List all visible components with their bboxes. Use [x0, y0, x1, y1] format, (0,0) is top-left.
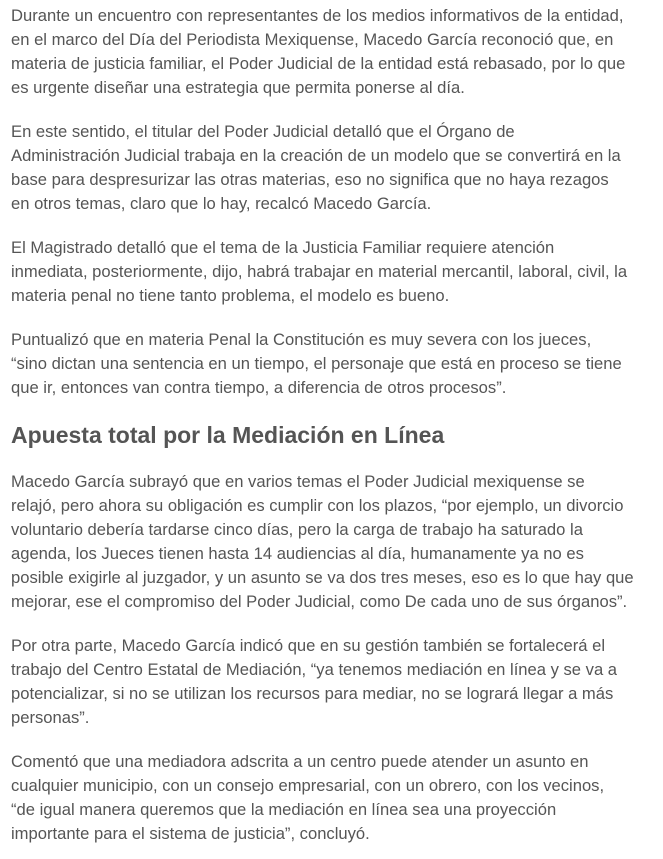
paragraph-conclusion [11, 750, 604, 846]
paragraph-encuentro-medios [11, 4, 625, 100]
text-line: inmediata, posteriormente, dijo, habrá trabajar en material mercantil, laboral, civil, la [11, 262, 628, 281]
text-line: personas”. [11, 708, 90, 727]
text-line: Macedo García subrayó que en varios temas el Poder Judicial mexiquense se [11, 472, 585, 491]
text-line: Puntualizó que en materia Penal la Constitución es muy severa con los jueces, [11, 330, 592, 349]
text-line: es urgente diseñar una estrategia que permita ponerse al día. [11, 78, 465, 97]
text-line: voluntario debería tardarse cinco días, pero la carga de trabajo ha saturado la [11, 520, 583, 539]
text-line: “de igual manera queremos que la mediación en línea sea una proyección [11, 800, 557, 819]
paragraph-materia-penal [11, 328, 622, 400]
text-line: En este sentido, el titular del Poder Judicial detalló que el Órgano de [11, 122, 515, 141]
text-line: trabajo del Centro Estatal de Mediación, “ya tenemos mediación en línea y se va a [11, 660, 618, 679]
text-line: potencializar, si no se utilizan los recursos para mediar, no se logrará llegar a más [11, 684, 614, 703]
text-line: Durante un encuentro con representantes de los medios informativos de la entidad, [11, 6, 624, 25]
text-line: cualquier municipio, con un consejo empresarial, con un obrero, con los vecinos, [11, 776, 605, 795]
text-line: Por otra parte, Macedo García indicó que en su gestión también se fortalecerá el [11, 636, 606, 655]
text-line: materia de justicia familiar, el Poder Judicial de la entidad está rebasado, por lo que [11, 54, 626, 73]
text-line: importante para el sistema de justicia”, concluyó. [11, 824, 370, 843]
text-line: Comentó que una mediadora adscrita a un centro puede atender un asunto en [11, 752, 589, 771]
text-line: El Magistrado detalló que el tema de la Justicia Familiar requiere atención [11, 238, 555, 257]
text-line: mejorar, ese el compromiso del Poder Judicial, como De cada uno de sus órganos”. [11, 592, 628, 611]
text-line: “sino dictan una sentencia en un tiempo, el personaje que está en proceso se tiene [11, 354, 622, 373]
section-heading: Apuesta total por la Mediación en Línea [11, 422, 445, 448]
text-line: en otros temas, claro que lo hay, recalcó Macedo García. [11, 194, 432, 213]
paragraph-organo-administracion [11, 120, 621, 216]
text-line: materia penal no tiene tanto problema, el modelo es bueno. [11, 286, 450, 305]
paragraph-justicia-familiar [11, 236, 627, 308]
text-line: en el marco del Día del Periodista Mexiquense, Macedo García reconoció que, en [11, 30, 614, 49]
paragraph-centro-mediacion [11, 634, 617, 730]
text-line: base para despresurizar las otras materias, eso no significa que no haya rezagos [11, 170, 609, 189]
text-line: agenda, los Jueces tienen hasta 14 audiencias al día, humanamente ya no es [11, 544, 584, 563]
paragraph-plazos [11, 470, 634, 614]
text-line: Administración Judicial trabaja en la creación de un modelo que se convertirá en la [11, 146, 621, 165]
text-line: que ir, entonces van contra tiempo, a diferencia de otros procesos”. [11, 378, 507, 397]
text-line: relajó, pero ahora su obligación es cumplir con los plazos, “por ejemplo, un divorcio [11, 496, 624, 515]
text-line: posible exigirle al juzgador, y un asunto se va dos tres meses, eso es lo que hay que [11, 568, 634, 587]
